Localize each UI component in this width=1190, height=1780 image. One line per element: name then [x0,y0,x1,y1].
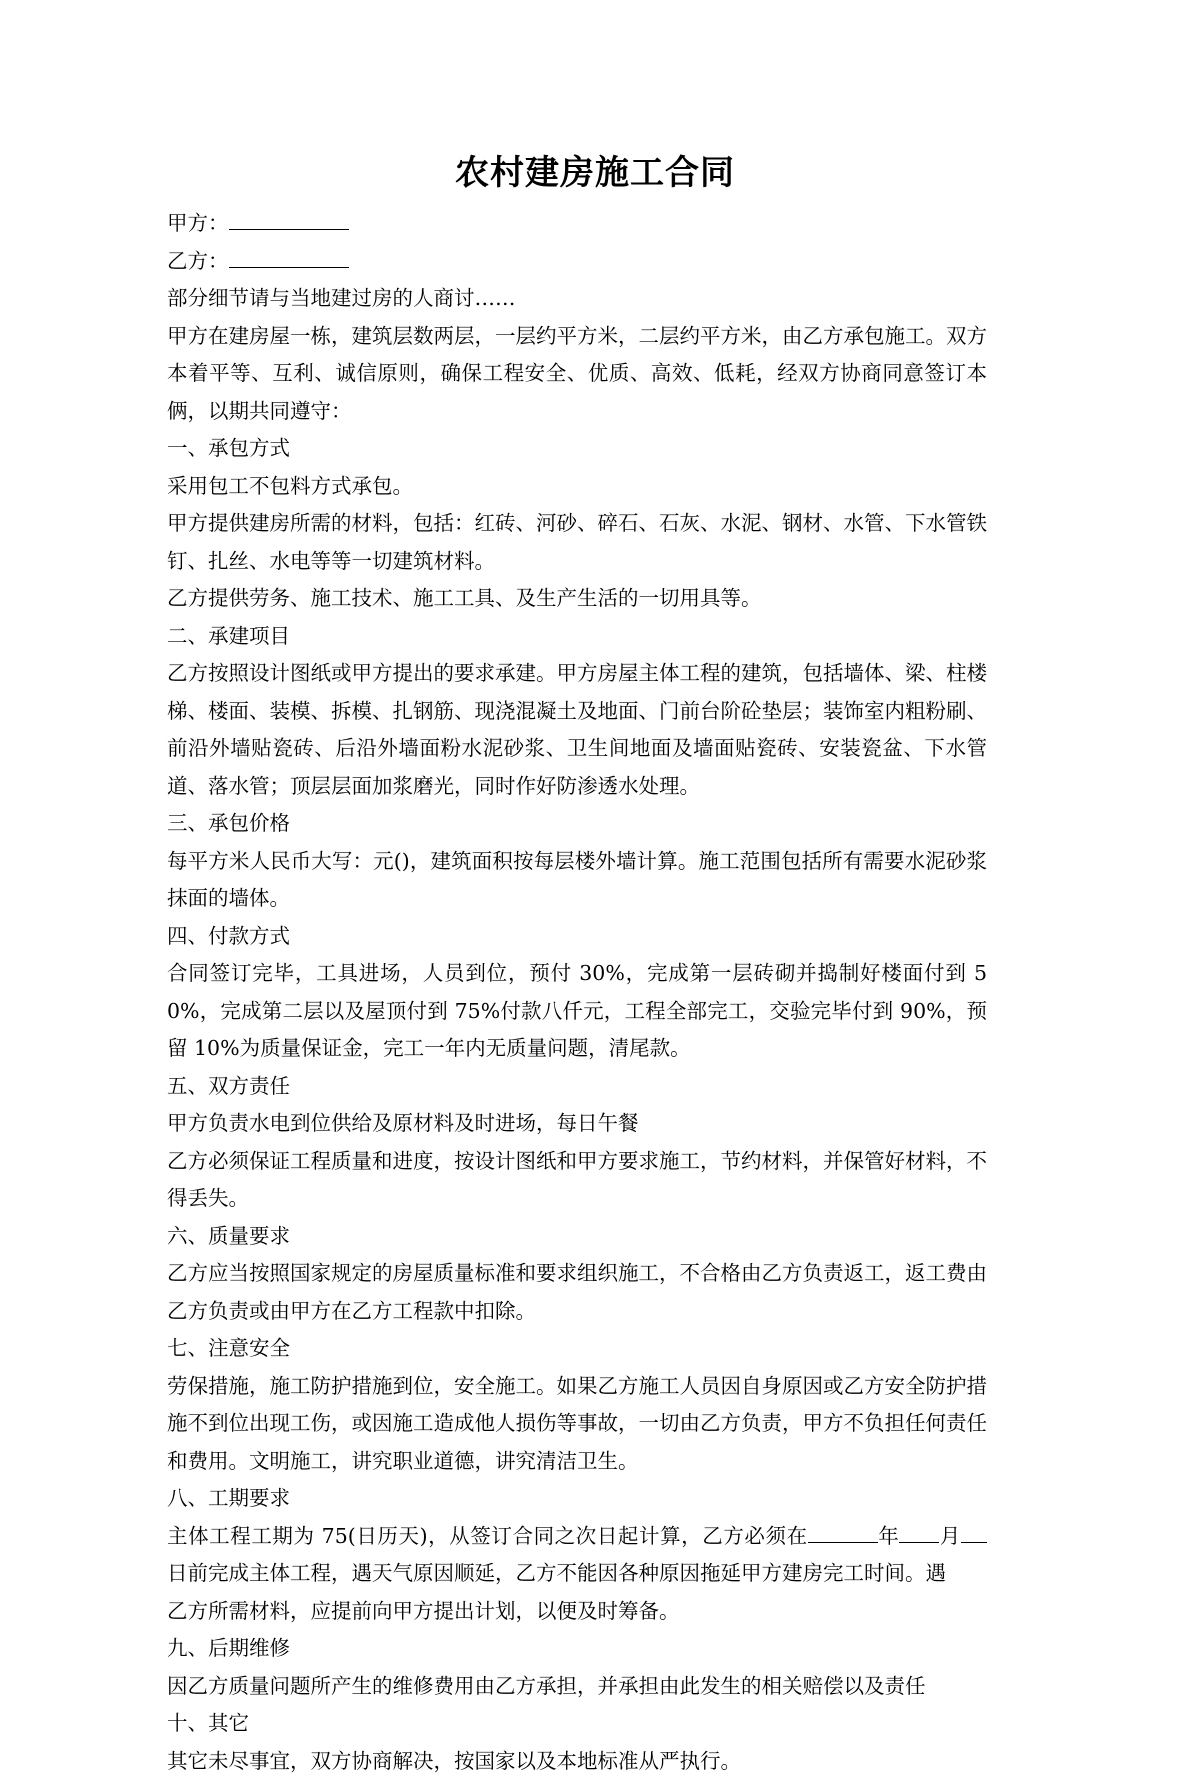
document-body [167,205,987,1780]
party-b-blank[interactable] [229,267,349,268]
section-5-paragraph-2: 乙方必须保证工程质量和进度，按设计图纸和甲方要求施工，节约材料，并保管好材料，不得丢失。 [167,1143,987,1218]
section-10-paragraph-1: 其它未尽事宜，双方协商解决，按国家以及本地标准从严执行。 [167,1743,987,1780]
section-9-paragraph-1: 因乙方质量问题所产生的维修费用由乙方承担，并承担由此发生的相关赔偿以及责任 [167,1668,987,1706]
note-line: 部分细节请与当地建过房的人商讨…… [167,280,987,318]
day-label: 日前完成主体工程，遇天气原因顺延，乙方不能因各种原因拖延甲方建房完工时间。遇 [167,1561,946,1585]
section-3-paragraph-1: 每平方米人民币大写：元()，建筑面积按每层楼外墙计算。施工范围包括所有需要水泥砂浆抹面的墙体。 [167,843,987,918]
section-heading-6: 六、质量要求 [167,1218,987,1256]
section-1-paragraph-2: 甲方提供建房所需的材料，包括：红砖、河砂、碎石、石灰、水泥、钢材、水管、下水管铁钉、扎丝、水电等等一切建筑材料。 [167,505,987,580]
party-a-line [167,205,987,243]
section-6-paragraph-1: 乙方应当按照国家规定的房屋质量标准和要求组织施工，不合格由乙方负责返工，返工费由乙方负责或由甲方在乙方工程款中扣除。 [167,1255,987,1330]
completion-year-blank[interactable] [808,1542,878,1543]
section-2-paragraph-1: 乙方按照设计图纸或甲方提出的要求承建。甲方房屋主体工程的建筑，包括墙体、梁、柱楼梯、楼面、装模、拆模、扎钢筋、现浇混凝土及地面、门前台阶砼垫层；装饰室内粗粉刷、前沿外墙贴瓷砖、后沿外墙面粉水泥砂浆、卫生间地面及墙面贴瓷砖、安装瓷盆、下水管道、落水管；顶层层面加浆磨光，同时作好防渗透水处理。 [167,655,987,805]
section-1-paragraph-1: 采用包工不包料方式承包。 [167,468,987,506]
party-a-blank[interactable] [229,229,349,230]
completion-month-blank[interactable] [899,1542,939,1543]
section-heading-8: 八、工期要求 [167,1480,987,1518]
section-heading-2: 二、承建项目 [167,618,987,656]
completion-day-blank[interactable] [961,1542,987,1543]
section-heading-4: 四、付款方式 [167,918,987,956]
section-1-paragraph-3: 乙方提供劳务、施工技术、施工工具、及生产生活的一切用具等。 [167,580,987,618]
section-8-duration-clause [167,1518,987,1593]
section-heading-9: 九、后期维修 [167,1630,987,1668]
preamble-paragraph: 甲方在建房屋一栋，建筑层数两层，一层约平方米，二层约平方米，由乙方承包施工。双方本着平等、互利、诚信原则，确保工程安全、优质、高效、低耗，经双方协商同意签订本俩，以期共同遵守： [167,318,987,431]
section-heading-10: 十、其它 [167,1705,987,1743]
section-heading-3: 三、承包价格 [167,805,987,843]
section-8-paragraph-1: 乙方所需材料，应提前向甲方提出计划，以便及时筹备。 [167,1593,987,1631]
party-b-line [167,243,987,281]
party-a-label: 甲方： [167,211,229,235]
section-heading-5: 五、双方责任 [167,1068,987,1106]
month-label: 月 [939,1524,961,1548]
section-7-paragraph-1: 劳保措施，施工防护措施到位，安全施工。如果乙方施工人员因自身原因或乙方安全防护措施不到位出现工伤，或因施工造成他人损伤等事故，一切由乙方负责，甲方不负担任何责任和费用。文明施工，讲究职业道德，讲究清洁卫生。 [167,1368,987,1481]
section-4-paragraph-1: 合同签订完毕，工具进场，人员到位，预付 30%，完成第一层砖砌并捣制好楼面付到 50%，完成第二层以及屋顶付到 75%付款八仟元，工程全部完工，交验完毕付到 90%，预留 10%为质量保证金，完工一年内无质量问题，清尾款。 [167,955,987,1068]
party-b-label: 乙方： [167,249,229,273]
page-title: 农村建房施工合同 [0,0,1190,195]
year-label: 年 [878,1524,900,1548]
section-heading-7: 七、注意安全 [167,1330,987,1368]
duration-clause-prefix: 主体工程工期为 75(日历天)，从签订合同之次日起计算，乙方必须在 [167,1524,808,1548]
section-5-paragraph-1: 甲方负责水电到位供给及原材料及时进场，每日午餐 [167,1105,987,1143]
section-heading-1: 一、承包方式 [167,430,987,468]
